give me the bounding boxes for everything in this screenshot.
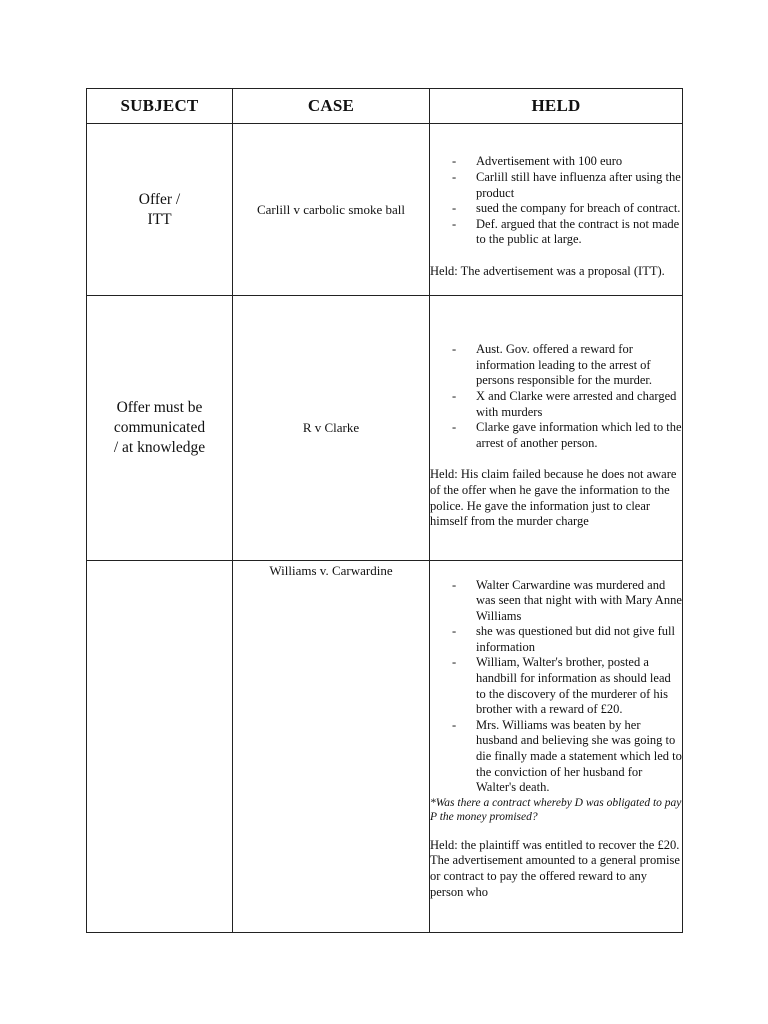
held-point: - Carlill still have influenza after using the product	[452, 170, 681, 200]
held-content	[430, 578, 682, 932]
subject-cell-empty	[87, 561, 233, 933]
held-question-note: *Was there a contract whereby D was obligated to pay P the money promised?	[430, 796, 682, 823]
held-summary: Held: His claim failed because he does not aware of the offer when he gave the information to the police. He gave the information just to clear himself from the murder charge	[430, 467, 677, 529]
subject-line: Offer /	[138, 190, 181, 208]
subject-line: / at knowledge	[113, 439, 206, 456]
subject-line: ITT	[147, 210, 172, 228]
held-points	[430, 578, 682, 796]
header-row	[87, 89, 683, 124]
case-law-table	[86, 88, 683, 933]
held-point: - Clarke gave information which led to the arrest of another person.	[452, 420, 682, 450]
held-point: - Aust. Gov. offered a reward for information leading to the arrest of persons responsible for the murder.	[452, 342, 653, 388]
held-point: - Def. argued that the contract is not made to the public at large.	[452, 216, 680, 247]
subject-cell	[87, 296, 233, 561]
held-cell	[430, 296, 683, 561]
held-point: - Walter Carwardine was murdered and was seen that night with with Mary Anne Williams	[452, 577, 682, 623]
table-row	[87, 561, 683, 933]
held-summary: Held: the plaintiff was entitled to recover the £20. The advertisement amounted to a general promise or contract to pay the offered reward to any person who	[430, 837, 680, 899]
held-point: - she was questioned but did not give full information	[452, 624, 675, 654]
subject-line: Offer must be	[116, 399, 203, 416]
held-point: - X and Clarke were arrested and charged with murders	[452, 389, 677, 419]
held-cell	[430, 561, 683, 933]
subject-cell	[87, 124, 233, 296]
held-cell	[430, 124, 683, 296]
subject-header: SUBJECT	[87, 89, 233, 124]
held-header: HELD	[430, 89, 683, 124]
case-cell: Carlill v carbolic smoke ball	[233, 124, 430, 296]
held-point: - Mrs. Williams was beaten by her husband and believing she was going to die finally made a statement which led to the conviction of her husband for Walter's death.	[452, 717, 682, 795]
held-summary: Held: The advertisement was a proposal (ITT).	[430, 263, 665, 278]
held-points	[430, 154, 682, 248]
held-point: - sued the company for breach of contract.	[452, 201, 681, 216]
held-point: - William, Walter's brother, posted a handbill for information as should lead to the discovery of the murderer of his brother with a reward of £20.	[452, 655, 671, 717]
subject-line: communicated	[113, 419, 206, 436]
case-header: CASE	[233, 89, 430, 124]
case-cell: R v Clarke	[233, 296, 430, 561]
held-point: - Advertisement with 100 euro	[452, 154, 623, 169]
case-cell: Williams v. Carwardine	[233, 561, 430, 933]
table-row	[87, 124, 683, 296]
held-points	[430, 342, 682, 451]
table-row	[87, 296, 683, 561]
